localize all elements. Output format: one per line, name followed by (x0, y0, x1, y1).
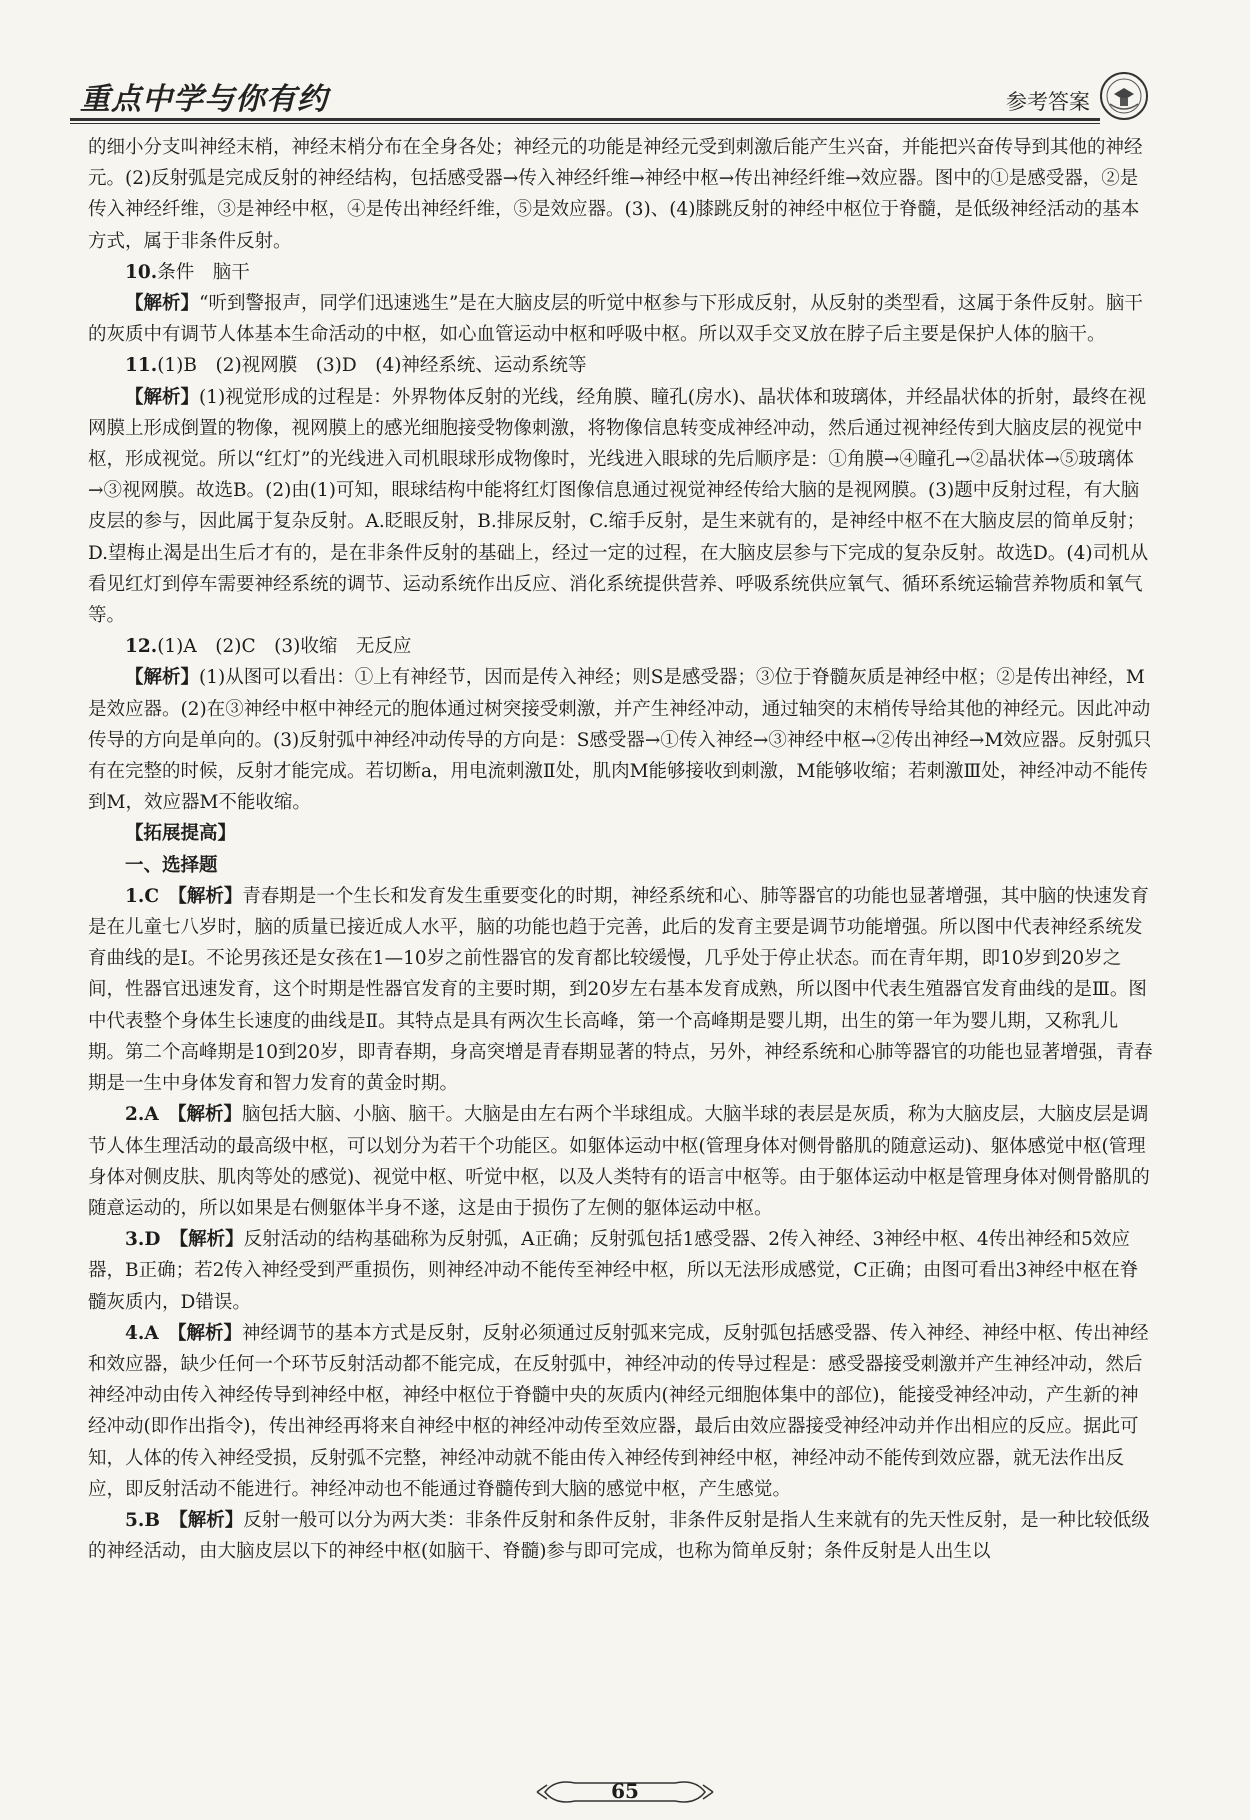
choice-5: 5.B 【解析】反射一般可以分为两大类：非条件反射和条件反射，非条件反射是指人生来就有的先天性反射，是一种比较低级的神经活动，由大脑皮层以下的神经中枢(如脑干、脊髓)参与即可完成，也称为简单反射；条件反射是人出生以 (88, 1509, 1150, 1563)
choice-4: 4.A 【解析】神经调节的基本方式是反射，反射必须通过反射弧来完成，反射弧包括感受器、传入神经、神经中枢、传出神经和效应器，缺少任何一个环节反射活动都不能完成，在反射弧中，神经冲动的传导过程是：感受器接受刺激并产生神经冲动，然后神经冲动由传入神经传导到神经中枢，神经中枢位于脊髓中央的灰质内(神经元细胞体集中的部位)，能接受神经冲动，产生新的神经冲动(即作出指令)，传出神经再将来自神经中枢的神经冲动传至效应器，最后由效应器接受神经冲动并作出相应的反应。据此可知，人体的传入神经受损，反射弧不完整，神经冲动就不能由传入神经传到神经中枢，神经冲动不能传到效应器，就无法作出反应，即反射活动不能进行。神经冲动也不能通过脊髓传到大脑的感觉中枢，产生感觉。 (88, 1322, 1149, 1500)
question-number: 12. (125, 636, 158, 658)
choice-section-heading: 一、选择题 (125, 854, 218, 876)
continued-paragraph: 的细小分支叫神经末梢，神经末梢分布在全身各处；神经元的功能是神经元受到刺激后能产生兴奋，并能把兴奋传导到其他的神经元。(2)反射弧是完成反射的神经结构，包括感受器→传入神经纤维→神经中枢→传出神经纤维→效应器。图中的①是感受器，②是传入神经纤维，③是神经中枢，④是传出神经纤维，⑤是效应器。(3)、(4)膝跳反射的神经中枢位于脊髓，是低级神经活动的基本方式，属于非条件反射。 (88, 137, 1143, 252)
analysis-label: 【解析】 (177, 885, 243, 907)
analysis-label: 【解析】 (177, 1322, 242, 1344)
header-divider (70, 118, 1100, 124)
analysis-label: 【解析】 (125, 293, 200, 315)
choice-1: 1.C 【解析】青春期是一个生长和发育发生重要变化的时期，神经系统和心、肺等器官的功能也显著增强，其中脑的快速发育是在儿童七八岁时，脑的质量已接近成人水平，脑的功能也趋于完善，此后的发育主要是调节功能增强。所以图中代表神经系统发育曲线的是Ⅰ。不论男孩还是女孩在1—10岁之前性器官的发育都比较缓慢，几乎处于停止状态。而在青年期，即10岁到20岁之间，性器官迅速发育，这个时期是性器官发育的主要时期，到20岁左右基本发育成熟，所以图中代表生殖器官发育曲线的是Ⅲ。图中代表整个身体生长速度的曲线是Ⅱ。其特点是具有两次生长高峰，第一个高峰期是婴儿期，出生的第一年为婴儿期，又称乳儿期。第二个高峰期是10到20岁，即青春期，身高突增是青春期显著的特点，另外，神经系统和心肺等器官的功能也显著增强，青春期是一生中身体发育和智力发育的黄金时期。 (88, 885, 1153, 1095)
seal-icon (1098, 70, 1150, 122)
question-10-answer: 10.条件 脑干 (125, 261, 250, 283)
analysis-label: 【解析】 (125, 386, 200, 408)
page-header (70, 70, 1150, 120)
page-number: 65 (611, 1779, 639, 1803)
analysis-label: 【解析】 (125, 667, 200, 689)
analysis-label: 【解析】 (178, 1229, 244, 1251)
extension-heading: 【拓展提高】 (125, 823, 237, 845)
question-number: 11. (125, 355, 158, 377)
question-number: 10. (125, 261, 158, 283)
question-11-answer: 11.(1)B (2)视网膜 (3)D (4)神经系统、运动系统等 (125, 355, 587, 377)
question-12-analysis: 【解析】(1)从图可以看出：①上有神经节，因而是传入神经；则S是感受器；③位于脊髓灰质是神经中枢；②是传出神经，M是效应器。(2)在③神经中枢中神经元的胞体通过树突接受刺激，并产生神经冲动，通过轴突的末梢传导给其他的神经元。因此冲动传导的方向是单向的。(3)反射弧中神经冲动传导的方向是：S感受器→①传入神经→③神经中枢→②传出神经→M效应器。反射弧只有在完整的时候，反射才能完成。若切断a，用电流刺激Ⅱ处，肌肉M能够接收到刺激，M能够收缩；若刺激Ⅲ处，神经冲动不能传到M，效应器M不能收缩。 (88, 667, 1152, 814)
book-logo-text: 重点中学与你有约 (80, 82, 328, 117)
section-title: 参考答案 (1006, 90, 1090, 114)
analysis-label: 【解析】 (177, 1104, 242, 1126)
choice-2: 2.A 【解析】脑包括大脑、小脑、脑干。大脑是由左右两个半球组成。大脑半球的表层是灰质，称为大脑皮层，大脑皮层是调节人体生理活动的最高级中枢，可以划分为若干个功能区。如躯体运动中枢(管理身体对侧骨骼肌的随意运动)、躯体感觉中枢(管理身体对侧皮肤、肌肉等处的感觉)、视觉中枢、听觉中枢，以及人类特有的语言中枢等。由于躯体运动中枢是管理身体对侧骨骼肌的随意运动的，所以如果是右侧躯体半身不遂，这是由于损伤了左侧的躯体运动中枢。 (88, 1104, 1150, 1219)
analysis-label: 【解析】 (178, 1509, 244, 1531)
choice-3: 3.D 【解析】反射活动的结构基础称为反射弧，A正确；反射弧包括1感受器、2传入神经、3神经中枢、4传出神经和5效应器，B正确；若2传入神经受到严重损伤，则神经冲动不能传至神经中枢，所以无法形成感觉，C正确；由图可看出3神经中枢在脊髓灰质内，D错误。 (88, 1229, 1139, 1313)
question-10-analysis: 【解析】“听到警报声，同学们迅速逃生”是在大脑皮层的听觉中枢参与下形成反射，从反射的类型看，这属于条件反射。脑干的灰质中有调节人体基本生命活动的中枢，如心血管运动中枢和呼吸中枢。所以双手交叉放在脖子后主要是保护人体的脑干。 (88, 293, 1143, 346)
question-12-answer: 12.(1)A (2)C (3)收缩 无反应 (125, 636, 412, 658)
question-11-analysis: 【解析】(1)视觉形成的过程是：外界物体反射的光线，经角膜、瞳孔(房水)、晶状体和玻璃体，并经晶状体的折射，最终在视网膜上形成倒置的物像，视网膜上的感光细胞接受物像刺激，将物像信息转变成神经冲动，然后通过视神经传到大脑皮层的视觉中枢，形成视觉。所以“红灯”的光线进入司机眼球形成物像时，光线进入眼球的先后顺序是：①角膜→④瞳孔→②晶状体→⑤玻璃体→③视网膜。故选B。(2)由(1)可知，眼球结构中能将红灯图像信息通过视觉神经传给大脑的是视网膜。(3)题中反射过程，有大脑皮层的参与，因此属于复杂反射。A.眨眼反射，B.排尿反射，C.缩手反射，是生来就有的，是神经中枢不在大脑皮层的简单反射；D.望梅止渴是出生后才有的，是在非条件反射的基础上，经过一定的过程，在大脑皮层参与下完成的复杂反射。故选D。(4)司机从看见红灯到停车需要神经系统的调节、运动系统作出反应、消化系统提供营养、呼吸系统供应氧气、循环系统运输营养物质和氧气等。 (88, 386, 1149, 627)
answer-content (88, 132, 1154, 1567)
page-footer (535, 1775, 715, 1809)
